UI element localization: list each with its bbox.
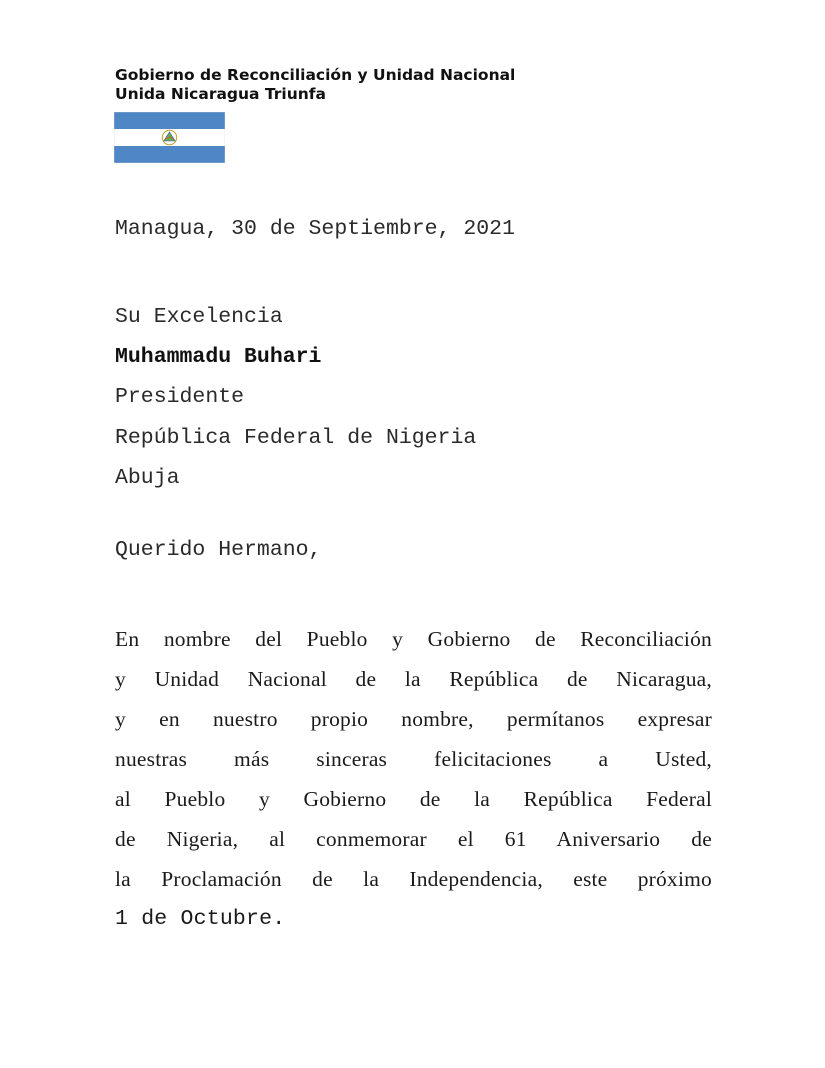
- letter-body-paragraph: [115, 619, 712, 939]
- recipient-country: República Federal de Nigeria: [115, 425, 477, 450]
- body-line: y Unidad Nacional de la República de Nicaragua,: [115, 667, 712, 691]
- body-line: En nombre del Pueblo y Gobierno de Reconciliación: [115, 627, 712, 651]
- letterhead-government-name: Gobierno de Reconciliación y Unidad Nacional: [115, 66, 516, 84]
- body-line: la Proclamación de la Independencia, este próximo: [115, 867, 712, 891]
- body-line: y en nuestro propio nombre, permítanos expresar: [115, 707, 712, 731]
- letterhead-motto: Unida Nicaragua Triunfa: [115, 85, 327, 103]
- body-line: de Nigeria, al conmemorar el 61 Aniversario de: [115, 827, 712, 851]
- letter-date: Managua, 30 de Septiembre, 2021: [115, 217, 515, 241]
- recipient-position: Presidente: [115, 385, 245, 410]
- recipient-salutation-title: Su Excelencia: [115, 305, 283, 329]
- letter-greeting: Querido Hermano,: [115, 538, 322, 562]
- letterhead: [115, 66, 515, 104]
- recipient-city: Abuja: [115, 465, 180, 490]
- recipient-block: [115, 297, 476, 498]
- body-line: 1 de Octubre.: [115, 907, 286, 931]
- nicaragua-flag-icon: [114, 112, 225, 163]
- recipient-name: Muhammadu Buhari: [115, 345, 322, 370]
- body-line: al Pueblo y Gobierno de la República Federal: [115, 787, 712, 811]
- body-line: nuestras más sinceras felicitaciones a Usted,: [115, 747, 712, 771]
